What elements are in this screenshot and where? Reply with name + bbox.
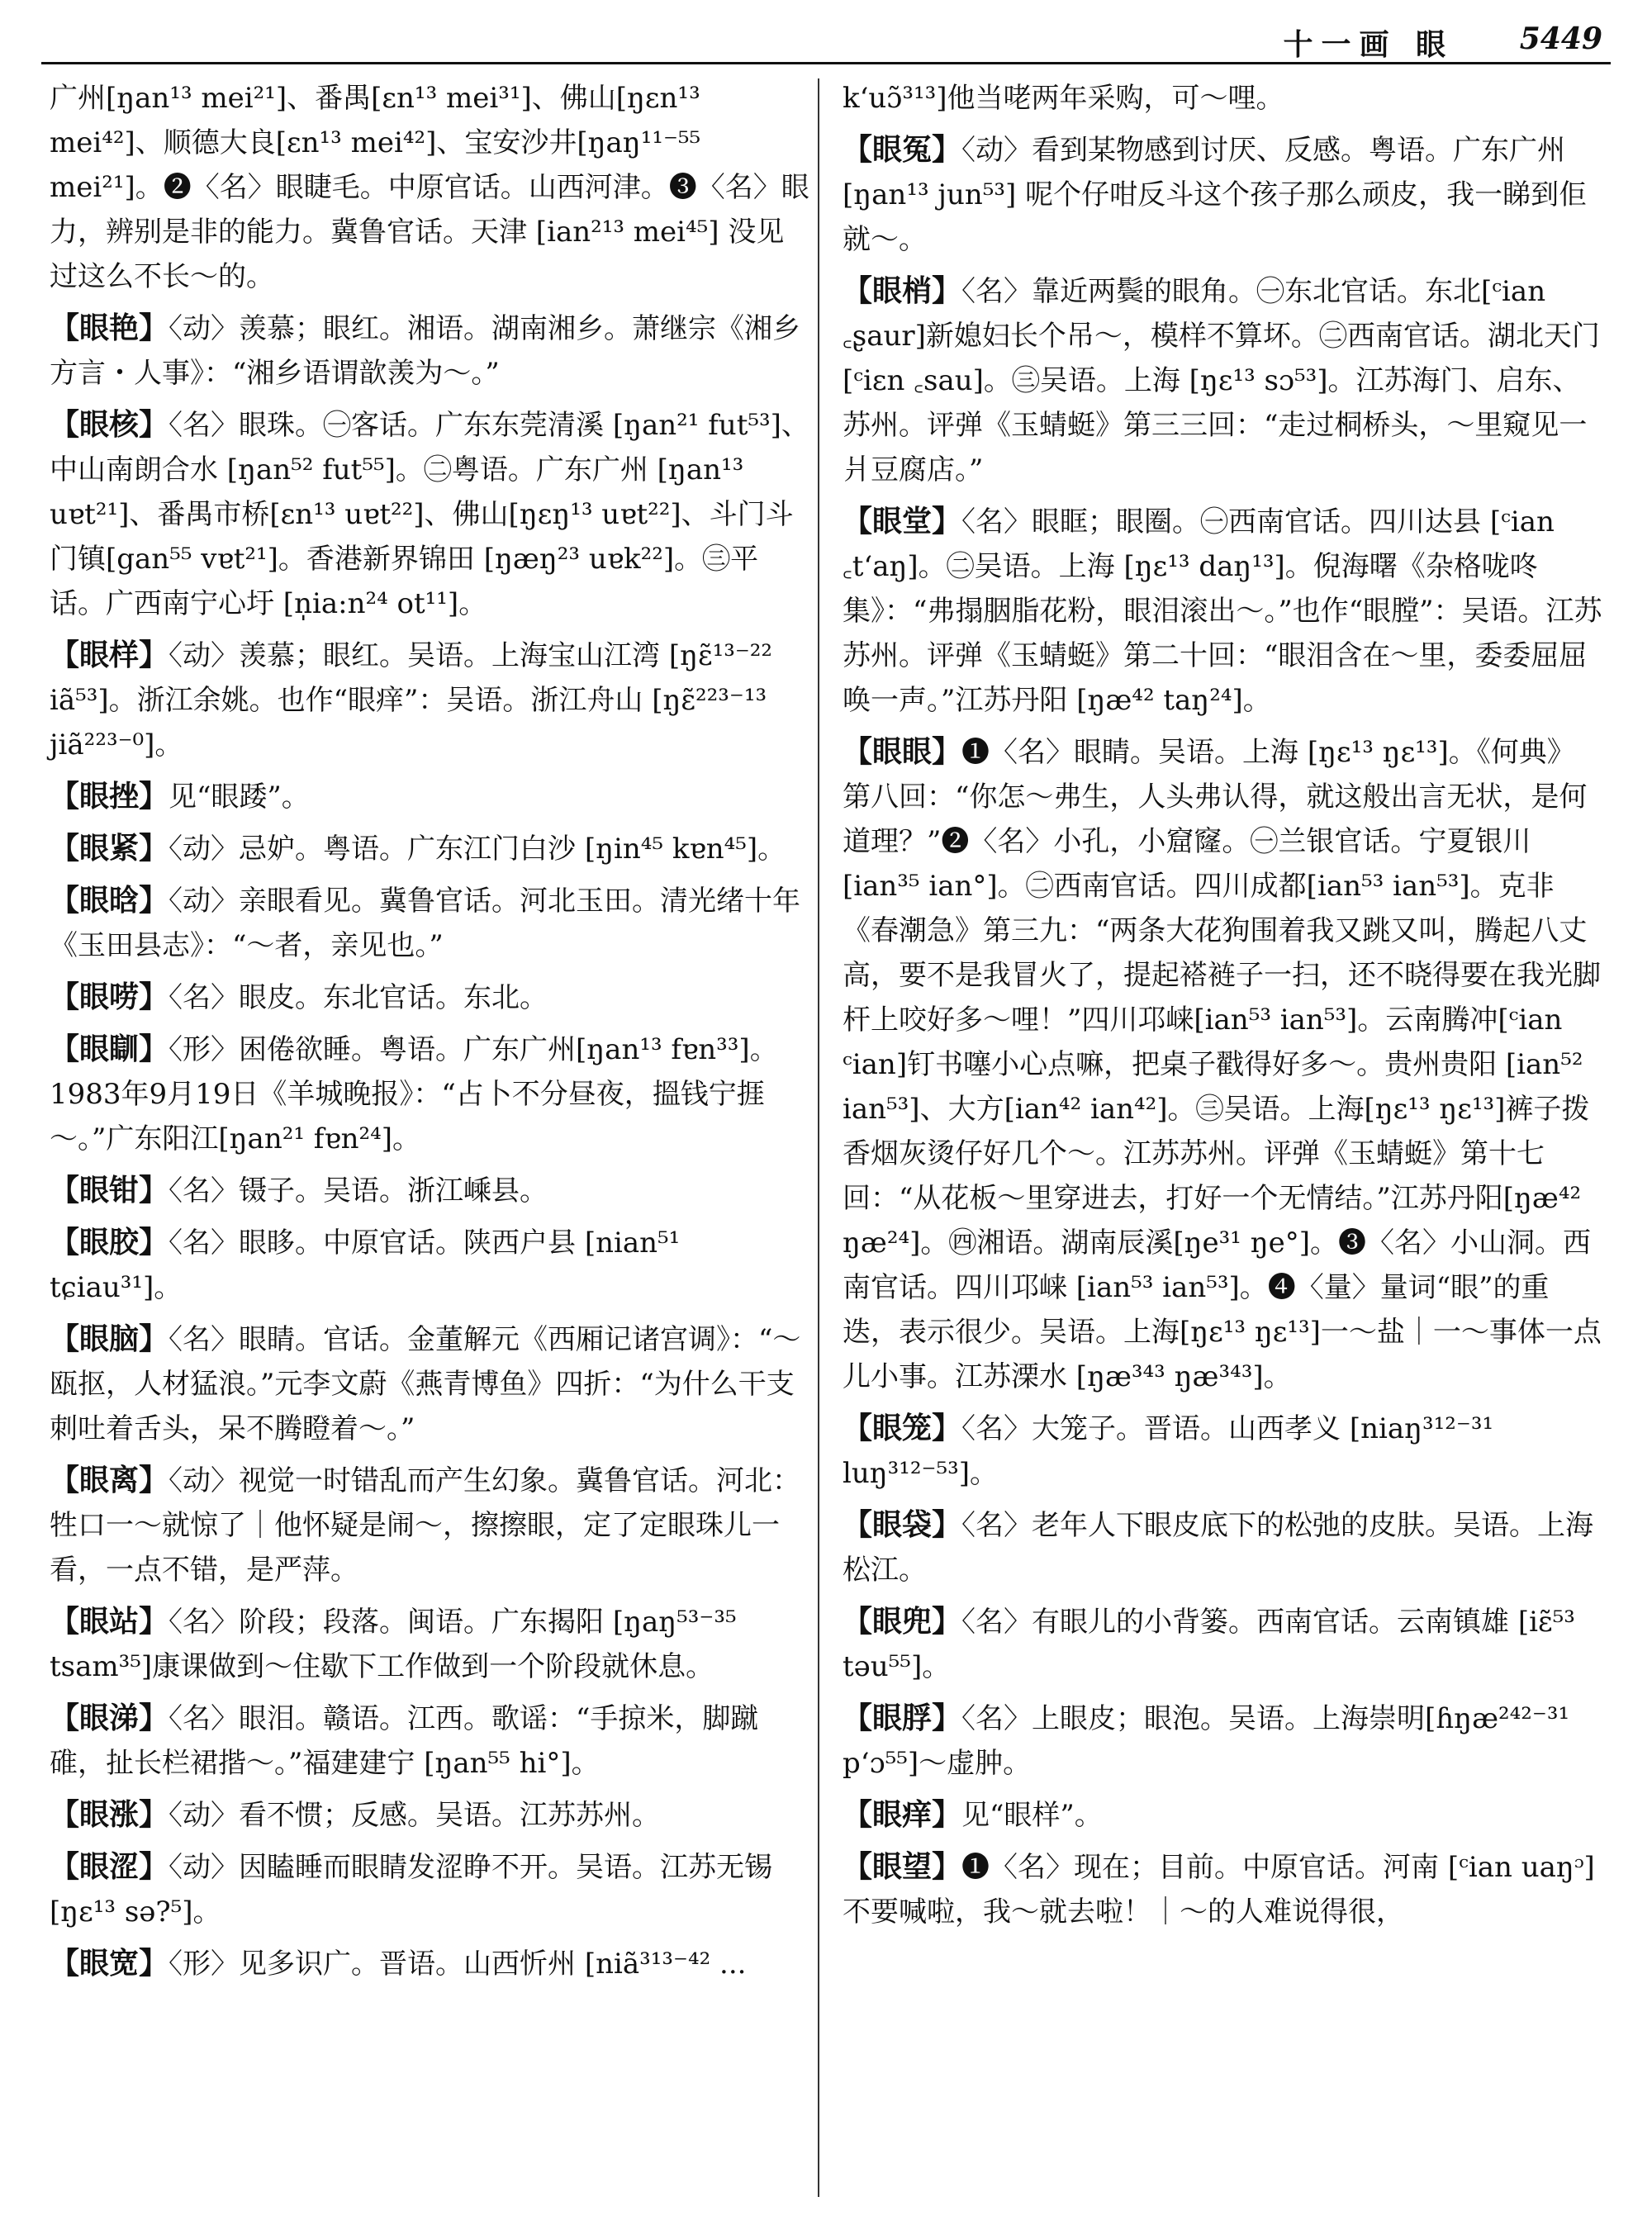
definition: 〈动〉看不惯；反感。吴语。江苏苏州。	[169, 1799, 661, 1832]
dictionary-entry	[50, 1599, 809, 1689]
definition: 〈动〉忌妒。粤语。广东江门白沙 [ŋin⁴⁵ kɐn⁴⁵]。	[169, 833, 786, 866]
headword: 【眼瞓】	[50, 1032, 169, 1066]
headword: 【眼紧】	[50, 831, 169, 866]
dictionary-entry	[50, 878, 809, 968]
page-number: 5449	[1519, 21, 1602, 56]
definition: 〈名〉眼眵。中原官话。陕西户县 [nian⁵¹ tɕiau³¹]。	[50, 1226, 681, 1304]
dictionary-entry	[50, 1220, 809, 1310]
headword: 【眼袋】	[843, 1507, 962, 1542]
dictionary-entry	[50, 1792, 809, 1838]
definition: 〈动〉亲眼看见。冀鲁官话。河北玉田。清光绪十年《玉田县志》：“～者，亲见也。”	[50, 885, 801, 962]
definition: 〈动〉视觉一时错乱而产生幻象。冀鲁官话。河北：牲口一～就惊了｜他怀疑是闹～，擦擦眼，定了定眼珠儿一看，一点不错，是严萍。	[50, 1464, 801, 1587]
definition: 〈名〉老年人下眼皮底下的松弛的皮肤。吴语。上海松江。	[843, 1509, 1594, 1587]
definition: ❶〈名〉现在；目前。中原官话。河南 [ᶜian uaŋᵓ] 不要喊啦，我～就去啦！｜～的人难说得很，	[843, 1851, 1595, 1929]
definition: ❶〈名〉眼睛。吴语。上海 [ŋɛ¹³ ŋɛ¹³]。《何典》第八回：“你怎～弗生，人头弗认得，就这般出言无状，是何道理？”❷〈名〉小孔，小窟窿。㊀兰银官话。宁夏银川[ian³⁵ ian°]。㊁西南官话。四川成都[ian⁵³ ian⁵³]。克非《春潮急》第三九：“两条大花狗围着我又跳又叫，腾起八丈高，要不是我冒火了，提起褡裢子一扫，还不晓得要在我光脚杆上咬好多～哩！”四川邛崃[ian⁵³ ian⁵³]。云南腾冲[ᶜian ᶜian]钉书噻小心点嘛，把桌子戳得好多～。贵州贵阳 [ian⁵² ian⁵³]、大方[ian⁴² ian⁴²]。㊂吴语。上海[ŋɛ¹³ ŋɛ¹³]裤子拨香烟灰烫仔好几个～。江苏苏州。评弹《玉蜻蜓》第十七回：“从花板～里穿进去，打好一个无情结。”江苏丹阳[ŋæ⁴² ŋæ²⁴]。㊃湘语。湖南辰溪[ŋe³¹ ŋe°]。❸〈名〉小山洞。西南官话。四川邛崃 [ian⁵³ ian⁵³]。❹〈量〉量词“眼”的重迭，表示很少。吴语。上海[ŋɛ¹³ ŋɛ¹³]一～盐｜一～事体一点儿小事。江苏溧水 [ŋæ³⁴³ ŋæ³⁴³]。	[843, 736, 1602, 1393]
headword: 【眼钳】	[50, 1173, 169, 1208]
dictionary-entry	[843, 1844, 1602, 1934]
headword: 【眼痒】	[843, 1797, 962, 1832]
dictionary-entry	[50, 1844, 809, 1934]
dictionary-entry	[843, 1792, 1602, 1838]
headword: 【眼脬】	[843, 1701, 962, 1735]
dictionary-entry	[843, 1406, 1602, 1496]
dictionary-entry	[50, 633, 809, 767]
dictionary-entry	[50, 975, 809, 1020]
column-divider	[818, 78, 819, 2197]
definition: 〈动〉羡慕；眼红。湘语。湖南湘乡。萧继宗《湘乡方言・人事》：“湘乡语谓歆羡为～。”	[50, 312, 801, 390]
section-title: 十一画 眼	[1283, 27, 1454, 62]
headword: 【眼唠】	[50, 980, 169, 1014]
headword: 【眼宽】	[50, 1946, 169, 1981]
dictionary-entry	[843, 1599, 1602, 1689]
dictionary-entry	[50, 1168, 809, 1213]
headword: 【眼笼】	[843, 1411, 962, 1445]
dictionary-entry	[50, 826, 809, 871]
entry-text: 广州[ŋan¹³ mei²¹]、番禺[ɛn¹³ mei³¹]、佛山[ŋɛn¹³ mei⁴²]、顺德大良[ɛn¹³ mei⁴²]、宝安沙井[ŋaŋ¹¹⁻⁵⁵ mei²¹]。❷〈名〉眼睫毛。中原官话。山西河津。❸〈名〉眼力，辨别是非的能力。冀鲁官话。天津 [ian²¹³ mei⁴⁵] 没见过这么不长～的。	[50, 82, 809, 293]
definition: 见“眼样”。	[961, 1799, 1103, 1832]
dictionary-entry	[50, 1941, 809, 1986]
dictionary-entry	[843, 499, 1602, 723]
headword: 【眼艳】	[50, 311, 169, 345]
entry-text: k‘uɔ̃³¹³]他当咾两年采购，可～哩。	[843, 82, 1284, 115]
headword: 【眼晗】	[50, 883, 169, 918]
dictionary-entry	[843, 1502, 1602, 1592]
dictionary-entry	[50, 306, 809, 396]
definition: 〈动〉因瞌睡而眼睛发涩睁不开。吴语。江苏无锡[ŋɛ¹³ sə?⁵]。	[50, 1851, 773, 1929]
definition: 〈名〉眼睛。官话。金董解元《西厢记诸宫调》：“～瓯抠，人材猛浪。”元李文蔚《燕青博鱼》四折：“为什么干支刺吐着舌头，呆不腾瞪着～。”	[50, 1323, 801, 1445]
dictionary-entry	[50, 1027, 809, 1161]
entry-continuation	[50, 76, 809, 299]
headword: 【眼站】	[50, 1604, 169, 1639]
definition: 〈名〉阶段；段落。闽语。广东揭阳 [ŋaŋ⁵³⁻³⁵ tsam³⁵]康课做到～住歇下工作做到一个阶段就休息。	[50, 1606, 737, 1683]
headword: 【眼兜】	[843, 1604, 962, 1639]
dictionary-entry	[50, 1696, 809, 1786]
definition: 〈名〉大笼子。晋语。山西孝义 [niaŋ³¹²⁻³¹ luŋ³¹²⁻⁵³]。	[843, 1412, 1494, 1490]
headword: 【眼冤】	[843, 132, 962, 167]
headword: 【眼脑】	[50, 1321, 169, 1356]
headword: 【眼涨】	[50, 1797, 169, 1832]
headword: 【眼挫】	[50, 779, 169, 814]
headword: 【眼核】	[50, 407, 169, 442]
definition: 见“眼踒”。	[169, 780, 310, 814]
headword: 【眼样】	[50, 638, 169, 672]
dictionary-entry	[843, 729, 1602, 1399]
definition: 〈名〉靠近两鬓的眼角。㊀东北官话。东北[ᶜian ꜀ʂaur]新媳妇长个吊～，模样不算坏。㊁西南官话。湖北天门[ᶜiɛn ꜀sau]。㊂吴语。上海 [ŋɛ¹³ sɔ⁵³]。江苏海门、启东、苏州。评弹《玉蜻蜓》第三三回：“走过桐桥头，～里窥见一爿豆腐店。”	[843, 275, 1600, 486]
definition: 〈名〉眼眶；眼圈。㊀西南官话。四川达县 [ᶜian ꜀t‘aŋ]。㊁吴语。上海 [ŋɛ¹³ daŋ¹³]。倪海曙《杂格咙咚集》：“弗搨胭脂花粉，眼泪滚出～。”也作“眼膛”：吴语。江苏苏州。评弹《玉蜻蜓》第二十回：“眼泪含在～里，委委屈屈唤一声。”江苏丹阳 [ŋæ⁴² taŋ²⁴]。	[843, 505, 1602, 717]
left-column	[50, 76, 809, 1993]
definition: 〈名〉眼珠。㊀客话。广东东莞清溪 [ŋan²¹ fut⁵³]、中山南朗合水 [ŋan⁵² fut⁵⁵]。㊁粤语。广东广州 [ŋan¹³ uɐt²¹]、番禺市桥[ɛn¹³ uɐt²²]、佛山[ŋɛŋ¹³ uɐt²²]、斗门斗门镇[gan⁵⁵ vɐt²¹]。香港新界锦田 [ŋæŋ²³ uɐk²²]。㊂平话。广西南宁心圩 [n̩ia:n²⁴ ot¹¹]。	[50, 409, 809, 620]
dictionary-entry	[50, 1317, 809, 1451]
dictionary-entry	[843, 127, 1602, 262]
dictionary-entry	[50, 402, 809, 626]
headword: 【眼胶】	[50, 1225, 169, 1260]
definition: 〈名〉上眼皮；眼泡。吴语。上海崇明[ɦŋæ²⁴²⁻³¹ p‘ɔ⁵⁵]～虚肿。	[843, 1702, 1570, 1780]
dictionary-entry	[843, 1696, 1602, 1786]
headword: 【眼涕】	[50, 1701, 169, 1735]
headword: 【眼堂】	[843, 504, 962, 539]
right-column	[843, 76, 1602, 1941]
definition: 〈形〉困倦欲睡。粤语。广东广州[ŋan¹³ fɐn³³]。1983年9月19日《羊城晚报》：“占卜不分昼夜，搵钱宁捱～。”广东阳江[ŋan²¹ fɐn²⁴]。	[50, 1033, 778, 1155]
dictionary-entry	[843, 268, 1602, 492]
definition: 〈名〉镊子。吴语。浙江嵊县。	[169, 1174, 548, 1208]
headword: 【眼梢】	[843, 273, 962, 308]
dictionary-entry	[50, 774, 809, 819]
definition: 〈名〉眼泪。赣语。江西。歌谣：“手掠米，脚蹴碓，扯长栏裙揩～。”福建建宁 [ŋan⁵⁵ hi°]。	[50, 1702, 759, 1780]
headword: 【眼眼】	[843, 734, 962, 769]
definition: 〈动〉羡慕；眼红。吴语。上海宝山江湾 [ŋɛ̃¹³⁻²² iã⁵³]。浙江余姚。也作“眼痒”：吴语。浙江舟山 [ŋɛ̃²²³⁻¹³ jiã²²³⁻⁰]。	[50, 639, 773, 762]
definition: 〈名〉眼皮。东北官话。东北。	[169, 981, 548, 1014]
dictionary-entry	[50, 1458, 809, 1592]
definition: 〈名〉有眼儿的小背篓。西南官话。云南镇雄 [iɛ̃⁵³ təu⁵⁵]。	[843, 1606, 1575, 1683]
definition: 〈形〉见多识广。晋语。山西忻州 [niã³¹³⁻⁴² ...	[169, 1948, 747, 1981]
headword: 【眼涩】	[50, 1849, 169, 1884]
page-header	[41, 17, 1611, 64]
entry-continuation	[843, 76, 1602, 121]
headword: 【眼离】	[50, 1463, 169, 1497]
headword: 【眼望】	[843, 1849, 962, 1884]
definition: 〈动〉看到某物感到讨厌、反感。粤语。广东广州 [ŋan¹³ jun⁵³] 呢个仔咁反斗这个孩子那么顽皮，我一睇到佢就～。	[843, 134, 1588, 256]
